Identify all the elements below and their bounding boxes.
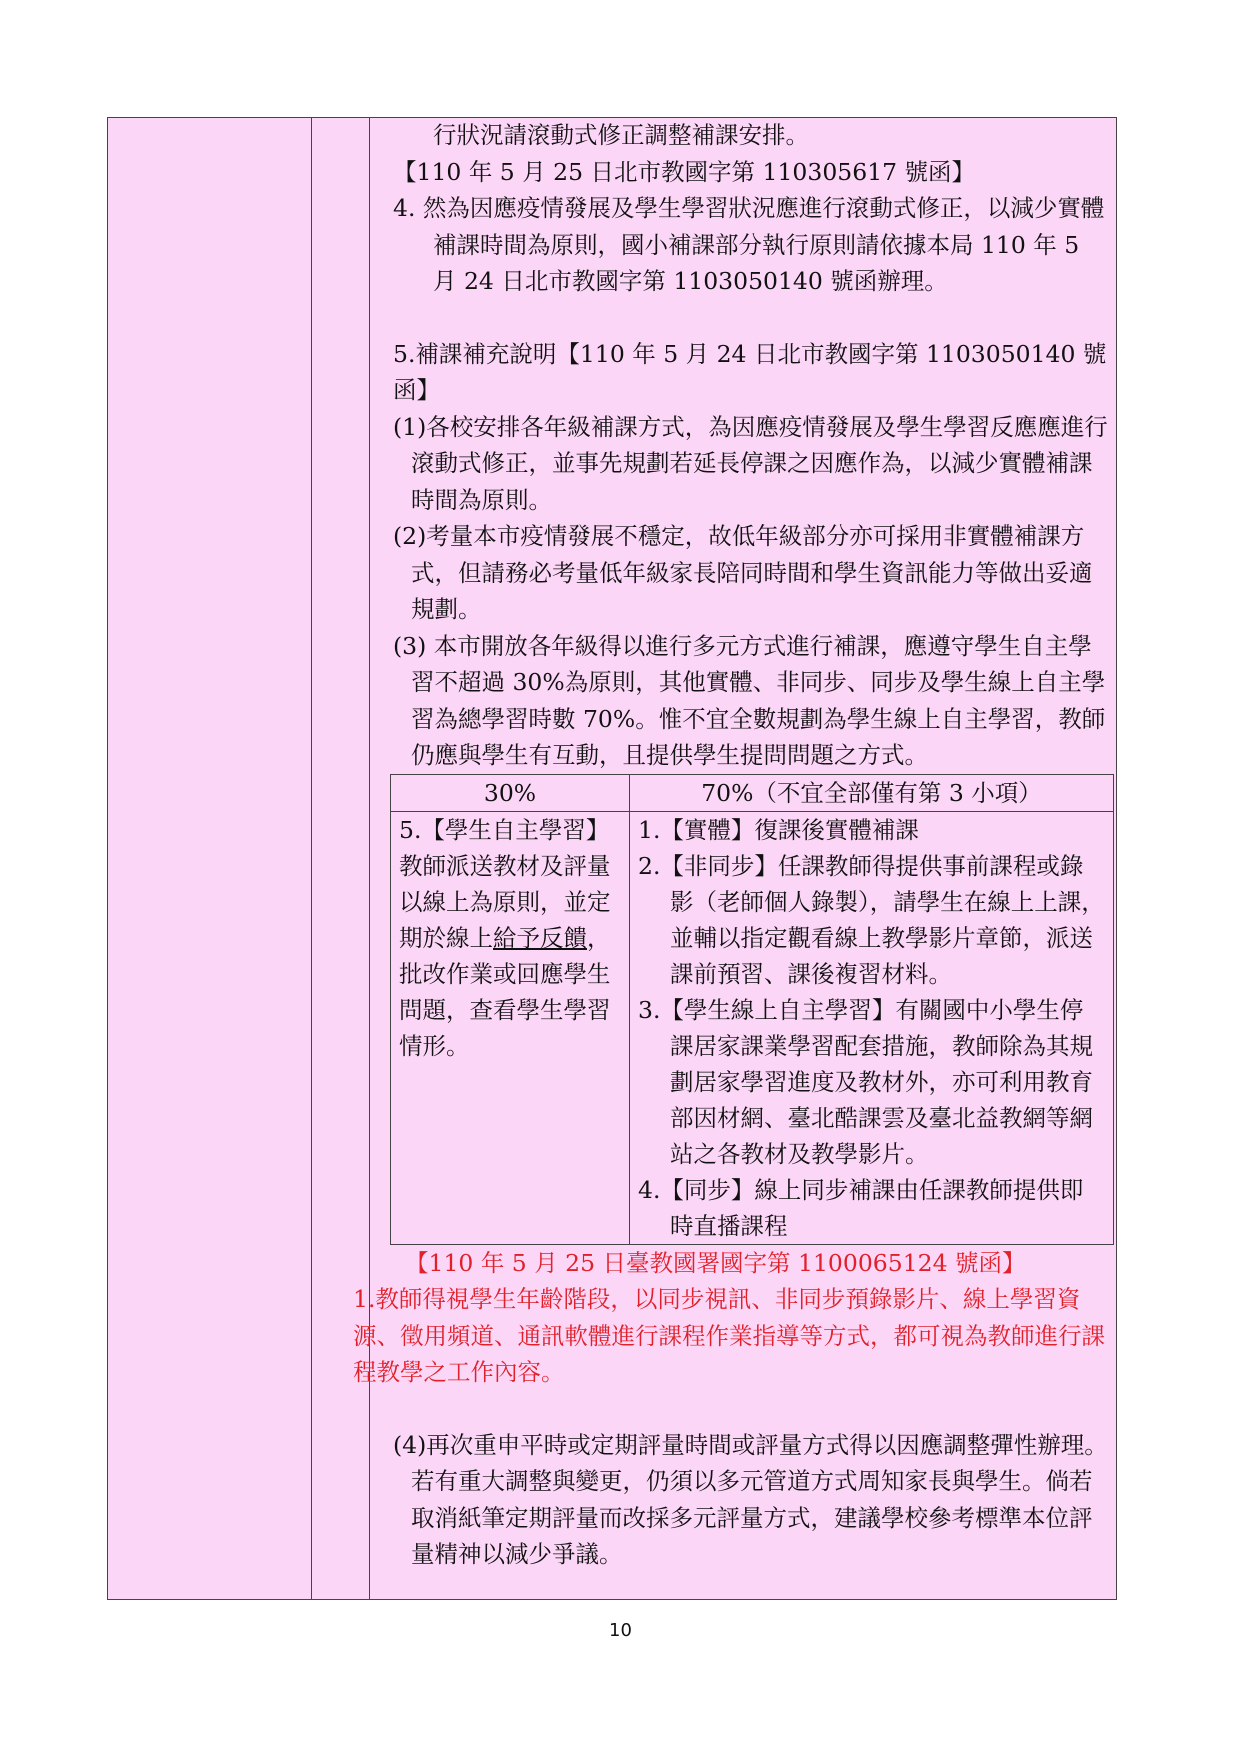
item-4: 4. 然為因應疫情發展及學生學習狀況應進行滾動式修正，以減少實體補課時間為原則，國小補課部分執行原則請依據本局 110 年 5 月 24 日北市教國字第 1103050140 號函辦理。 (393, 194, 1105, 295)
spacer (393, 1391, 1109, 1427)
header-30: 30% (391, 774, 630, 811)
mode-item-1: 1.【實體】復課後實體補課 (638, 815, 919, 844)
page-number: 10 (609, 1620, 632, 1641)
learning-mode-table (390, 774, 1114, 1245)
self-study-text: 5.【學生自主學習】教師派送教材及評量以線上為原則，並定期於線上 (399, 815, 611, 952)
mode-item-3: 3.【學生線上自主學習】有關國中小學生停課居家課業學習配套措施，教師除為其規劃居家學習進度及教材外，亦可利用教育部因材網、臺北酷課雲及臺北益教網等網站之各教材及教學影片。 (638, 995, 1093, 1168)
column-divider-1 (311, 118, 312, 1599)
text-line-1: 行狀況請滾動式修正調整補課安排。 (433, 121, 809, 149)
mode-item-4: 4.【同步】線上同步補課由任課教師提供即時直播課程 (638, 1175, 1084, 1240)
item-5-heading: 5.補課補充說明【110 年 5 月 24 日北市教國字第 1103050140 號函】 (393, 339, 1107, 404)
mode-item-2: 2.【非同步】任課教師得提供事前課程或錄影（老師個人錄製），請學生在線上上課，並輔以指定觀看線上教學影片章節，派送課前預習、課後複習材料。 (638, 851, 1105, 988)
text-line-2: 【110 年 5 月 25 日北市教國字第 110305617 號函】 (393, 157, 976, 186)
content-cell (353, 117, 1109, 1573)
modes-cell (630, 811, 1114, 1244)
feedback-underlined: 給予反饋 (493, 923, 587, 952)
subitem-1: (1)各校安排各年級補課方式，為因應疫情發展及學生學習反應應進行滾動式修正，並事先規劃若延長停課之因應作為，以減少實體補課時間為原則。 (393, 412, 1108, 514)
table-header-row (391, 774, 1114, 811)
subitem-3: (3) 本市開放各年級得以進行多元方式進行補課，應遵守學生自主學習不超過 30%為原則，其他實體、非同步、同步及學生線上自主學習為總學習時數 70%。惟不宜全數規劃為學生線上自主學習，教師仍應與學生有互動，且提供學生提問問題之方式。 (393, 631, 1106, 769)
self-study-cell (391, 811, 630, 1244)
subitem-4: (4)再次重申平時或定期評量時間或評量方式得以因應調整彈性辦理。若有重大調整與變更，仍須以多元管道方式周知家長與學生。倘若取消紙筆定期評量而改採多元評量方式，建議學校參考標準本位評量精神以減少爭議。 (393, 1430, 1108, 1568)
red-reference: 【110 年 5 月 25 日臺教國署國字第 1100065124 號函】 (405, 1248, 1026, 1277)
self-study-text-rest: ，批改作業或回應學生問題，查看學生學習情形。 (399, 923, 611, 1060)
red-item-1: 1.教師得視學生年齡階段，以同步視訊、非同步預錄影片、線上學習資源、徵用頻道、通訊軟體進行課程作業指導等方式，都可視為教師進行課程教學之工作內容。 (353, 1285, 1105, 1386)
spacer (393, 300, 1109, 336)
subitem-2: (2)考量本市疫情發展不穩定，故低年級部分亦可採用非實體補課方式，但請務必考量低年級家長陪同時間和學生資訊能力等做出妥適規劃。 (393, 522, 1093, 623)
header-70: 70%（不宜全部僅有第 3 小項） (630, 774, 1114, 811)
table-row (391, 811, 1114, 1244)
